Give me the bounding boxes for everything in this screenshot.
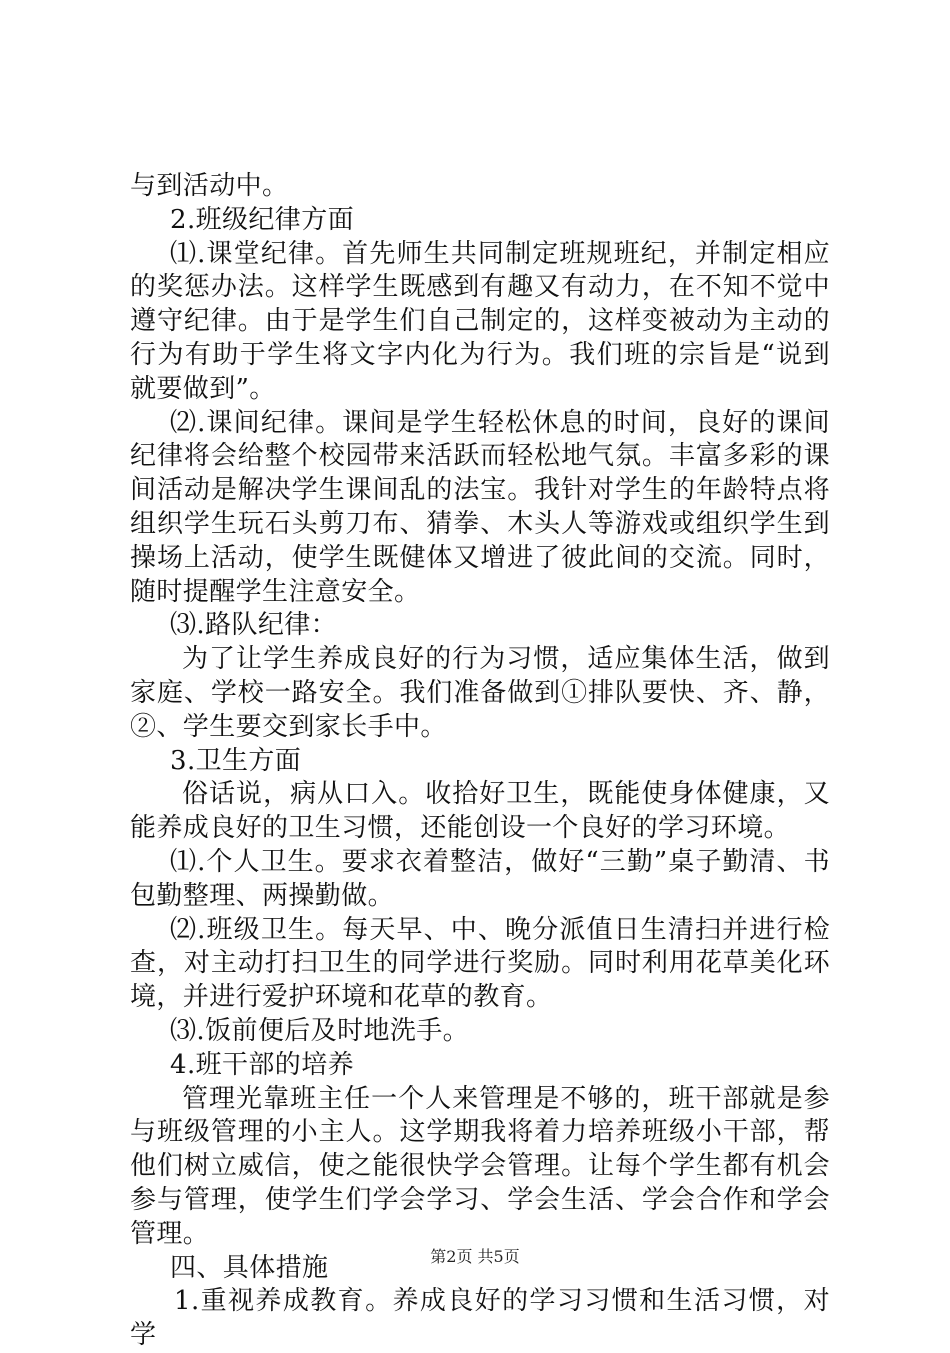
paragraph: ⑶.路队纪律： [170, 610, 338, 641]
paragraph: 管理光靠班主任一个人来管理是不够的，班干部就是参与班级管理的小主人。这学期我将着力培养班级小干部，帮他们树立威信，使之能很快学会管理。让每个学生都有机会参与管理，使学生们学会学习、学会生活、学会合作和学会管理。 [130, 1083, 830, 1249]
section-heading: 3.卫生方面 [170, 745, 302, 776]
paragraph: 为了让学生养成良好的行为习惯，适应集体生活，做到家庭、学校一路安全。我们准备做到①排队要快、齐、静，②、学生要交到家长手中。 [130, 644, 830, 742]
section-heading: 2.班级纪律方面 [170, 204, 355, 235]
paragraph: 与到活动中。 [130, 171, 289, 201]
section-heading: 4.班干部的培养 [170, 1049, 355, 1080]
paragraph: ⑴.个人卫生。要求衣着整洁，做好“三勤”桌子勤清、书包勤整理、两操勤做。 [130, 846, 830, 911]
page-footer: 第2页 共5页 [430, 1247, 520, 1266]
paragraph: ⑵.班级卫生。每天早、中、晚分派值日生清扫并进行检查，对主动打扫卫生的同学进行奖励。同时利用花草美化环境，并进行爱护环境和花草的教育。 [130, 914, 830, 1013]
paragraph: ⑴.课堂纪律。首先师生共同制定班规班纪，并制定相应的奖惩办法。这样学生既感到有趣又有动力，在不知不觉中遵守纪律。由于是学生们自己制定的，这样变被动为主动的行为有助于学生将文字内化为行为。我们班的宗旨是“说到就要做到”。 [130, 238, 830, 404]
document-body [130, 170, 830, 1353]
paragraph: 俗话说，病从口入。收拾好卫生，既能使身体健康，又能养成良好的卫生习惯，还能创设一个良好的学习环境。 [130, 779, 830, 844]
section-heading: 四、具体措施 [170, 1252, 329, 1283]
paragraph: 1.重视养成教育。养成良好的学习习惯和生活习惯，对学 [130, 1286, 830, 1351]
paragraph: ⑵.课间纪律。课间是学生轻松休息的时间，良好的课间纪律将会给整个校园带来活跃而轻松地气氛。丰富多彩的课间活动是解决学生课间乱的法宝。我针对学生的年龄特点将组织学生玩石头剪刀布、猜拳、木头人等游戏或组织学生到操场上活动，使学生既健体又增进了彼此间的交流。同时，随时提醒学生注意安全。 [130, 407, 830, 607]
paragraph: ⑶.饭前便后及时地洗手。 [170, 1015, 470, 1046]
